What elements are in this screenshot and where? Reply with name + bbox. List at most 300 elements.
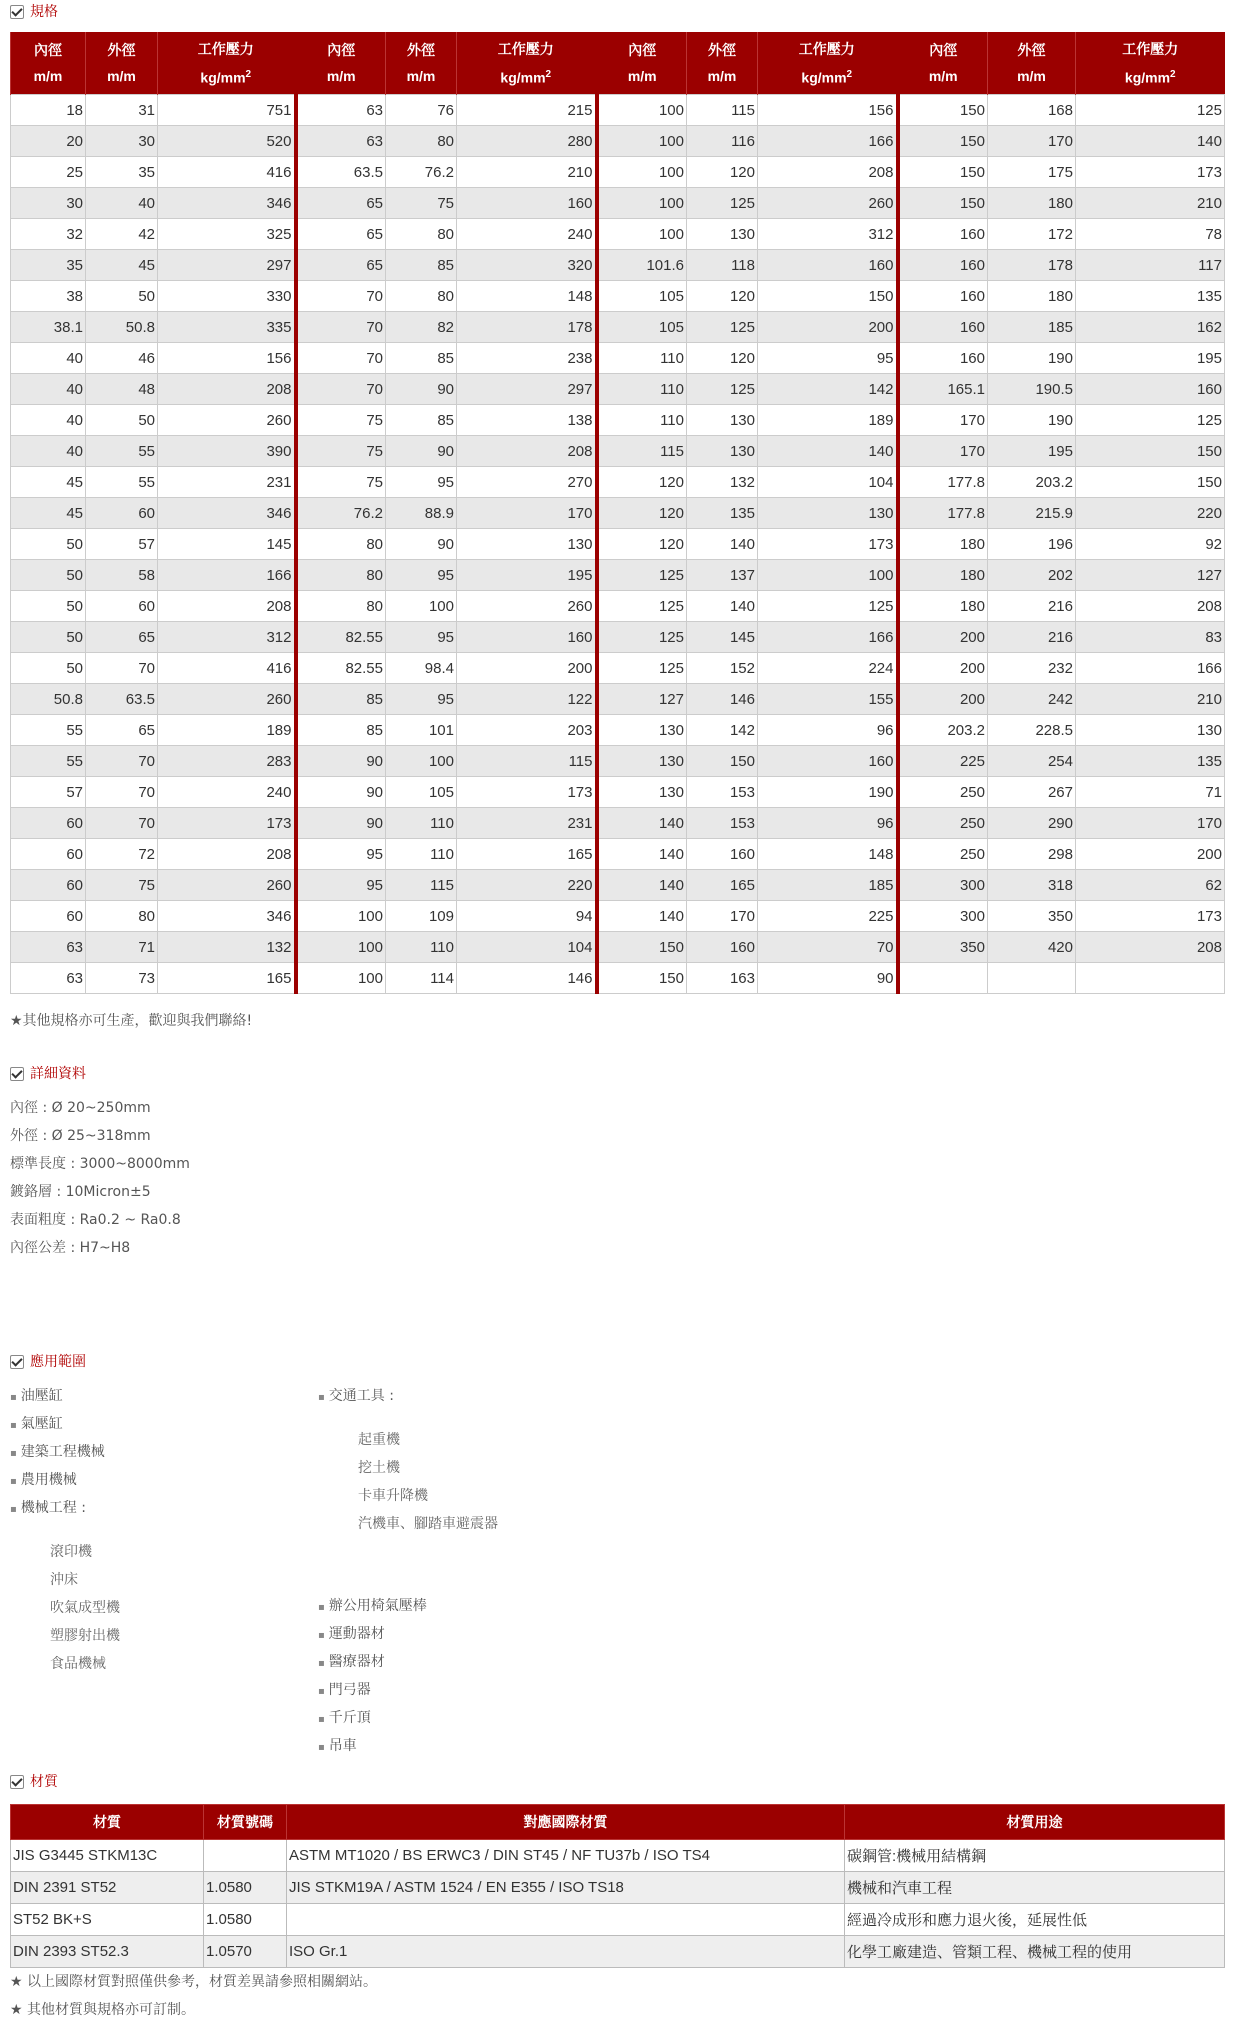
table-cell: 203.2 — [898, 715, 988, 746]
table-cell: 228.5 — [988, 715, 1076, 746]
table-cell: 63.5 — [86, 684, 158, 715]
table-cell: 120 — [687, 157, 758, 188]
table-cell: 135 — [1076, 281, 1225, 312]
table-cell: ASTM MT1020 / BS ERWC3 / DIN ST45 / NF TU37b / ISO TS4 — [287, 1840, 845, 1872]
table-cell: 75 — [296, 467, 386, 498]
table-cell: 195 — [457, 560, 597, 591]
table-cell: 85 — [386, 250, 457, 281]
table-cell: 30 — [11, 188, 86, 219]
table-cell: 55 — [86, 436, 158, 467]
table-cell: 166 — [1076, 653, 1225, 684]
table-cell: 155 — [758, 684, 898, 715]
table-row — [11, 715, 1225, 746]
table-cell: 100 — [296, 901, 386, 932]
table-cell: 224 — [758, 653, 898, 684]
table-cell: 46 — [86, 343, 158, 374]
table-cell: 35 — [86, 157, 158, 188]
table-cell: 90 — [386, 529, 457, 560]
table-cell: 57 — [11, 777, 86, 808]
table-cell: 120 — [597, 498, 687, 529]
table-cell: 150 — [687, 746, 758, 777]
table-cell: 195 — [1076, 343, 1225, 374]
table-cell: 178 — [457, 312, 597, 343]
table-cell: 137 — [687, 560, 758, 591]
table-cell: 45 — [11, 498, 86, 529]
table-cell: 190 — [758, 777, 898, 808]
table-cell: 254 — [988, 746, 1076, 777]
table-cell: 160 — [898, 219, 988, 250]
table-cell: 85 — [296, 715, 386, 746]
table-cell: 200 — [898, 684, 988, 715]
material-table — [10, 1804, 1225, 1968]
table-cell: 148 — [758, 839, 898, 870]
table-cell: 225 — [758, 901, 898, 932]
table-cell: 85 — [386, 405, 457, 436]
table-cell: 210 — [457, 157, 597, 188]
table-cell: 125 — [597, 591, 687, 622]
table-cell: 1.0580 — [204, 1872, 287, 1904]
table-cell: 63.5 — [296, 157, 386, 188]
list-item: ▪ 建築工程機械 — [10, 1438, 120, 1466]
table-cell: 63 — [296, 126, 386, 157]
table-row — [11, 188, 1225, 219]
table-cell: 138 — [457, 405, 597, 436]
table-cell: 140 — [687, 529, 758, 560]
table-cell: 85 — [296, 684, 386, 715]
table-cell: 機械和汽車工程 — [845, 1872, 1225, 1904]
table-row — [11, 591, 1225, 622]
column-header: 內徑 m/m — [597, 32, 687, 95]
checkbox-icon — [10, 5, 24, 19]
table-cell: 130 — [687, 405, 758, 436]
column-header: 對應國際材質 — [287, 1805, 845, 1840]
table-cell: 100 — [597, 95, 687, 126]
column-header: 工作壓力 $kg/mm^2$ — [1076, 32, 1225, 95]
table-cell: 70 — [86, 808, 158, 839]
table-cell: 85 — [386, 343, 457, 374]
list-item: ▪ 千斤頂 — [318, 1704, 498, 1732]
table-cell: 127 — [597, 684, 687, 715]
table-cell: 100 — [296, 963, 386, 994]
table-cell: 90 — [386, 436, 457, 467]
list-item: ▪ 醫療器材 — [318, 1648, 498, 1676]
table-cell: 90 — [296, 777, 386, 808]
table-cell: 125 — [597, 560, 687, 591]
list-item: ▪ 農用機械 — [10, 1466, 120, 1494]
table-cell: 58 — [86, 560, 158, 591]
table-cell: 208 — [158, 591, 296, 622]
table-cell: 160 — [898, 281, 988, 312]
detail-line: 表面粗度 : Ra0.2 ~ Ra0.8 — [10, 1212, 181, 1228]
table-row — [11, 312, 1225, 343]
table-cell: 125 — [1076, 405, 1225, 436]
table-cell: 146 — [457, 963, 597, 994]
table-cell: 1.0570 — [204, 1936, 287, 1968]
table-cell: 160 — [898, 250, 988, 281]
table-cell: 45 — [11, 467, 86, 498]
detail-line: 標準長度 : 3000~8000mm — [10, 1156, 190, 1172]
table-cell: 170 — [457, 498, 597, 529]
applications-left-column — [10, 1382, 120, 1678]
table-cell: 76.2 — [296, 498, 386, 529]
table-cell: 216 — [988, 622, 1076, 653]
table-cell: 202 — [988, 560, 1076, 591]
details-section-title: 詳細資料 — [10, 1062, 1224, 1086]
table-cell: 45 — [86, 250, 158, 281]
detail-line: 外徑 : Ø 25~318mm — [10, 1128, 151, 1144]
table-cell: 130 — [597, 715, 687, 746]
footnote: ★ 以上國際材質對照僅供參考，材質差異請參照相關網站。 — [10, 1974, 377, 1990]
table-row — [11, 963, 1225, 994]
table-cell: 180 — [898, 529, 988, 560]
table-cell: 330 — [158, 281, 296, 312]
table-cell: 63 — [11, 963, 86, 994]
table-cell: 312 — [758, 219, 898, 250]
table-row — [11, 157, 1225, 188]
table-cell: 150 — [758, 281, 898, 312]
table-cell: 190 — [988, 343, 1076, 374]
table-cell: 125 — [597, 622, 687, 653]
table-cell: 80 — [386, 219, 457, 250]
table-cell: 78 — [1076, 219, 1225, 250]
list-item: ▪ 機械工程 : — [10, 1494, 120, 1522]
table-cell: 180 — [988, 188, 1076, 219]
table-cell: 125 — [687, 312, 758, 343]
table-row — [11, 839, 1225, 870]
sub-item: 起重機 — [358, 1432, 400, 1448]
table-cell: 75 — [296, 405, 386, 436]
table-cell: 92 — [1076, 529, 1225, 560]
table-cell: 208 — [457, 436, 597, 467]
table-cell: 170 — [1076, 808, 1225, 839]
table-cell: 75 — [86, 870, 158, 901]
table-cell: 312 — [158, 622, 296, 653]
table-cell: 110 — [386, 808, 457, 839]
table-cell: 346 — [158, 188, 296, 219]
table-cell: 50 — [11, 560, 86, 591]
table-cell: 100 — [597, 188, 687, 219]
table-cell: ISO Gr.1 — [287, 1936, 845, 1968]
table-cell: 156 — [158, 343, 296, 374]
table-cell: 189 — [158, 715, 296, 746]
table-cell: 170 — [687, 901, 758, 932]
table-cell: 160 — [457, 622, 597, 653]
table-cell: 208 — [158, 374, 296, 405]
table-cell: 195 — [988, 436, 1076, 467]
table-cell: 95 — [386, 684, 457, 715]
table-cell: 231 — [457, 808, 597, 839]
sub-item: 食品機械 — [50, 1656, 106, 1672]
table-cell: 238 — [457, 343, 597, 374]
table-cell: 416 — [158, 653, 296, 684]
table-cell: 283 — [158, 746, 296, 777]
table-row — [11, 1840, 1225, 1872]
table-cell: 152 — [687, 653, 758, 684]
table-cell: 210 — [1076, 188, 1225, 219]
table-cell: 120 — [687, 343, 758, 374]
table-cell: 250 — [898, 839, 988, 870]
table-cell: 122 — [457, 684, 597, 715]
table-cell: 148 — [457, 281, 597, 312]
table-cell: 180 — [898, 591, 988, 622]
table-cell: 40 — [11, 374, 86, 405]
table-cell: 90 — [296, 746, 386, 777]
table-cell: 60 — [11, 870, 86, 901]
table-cell: 101 — [386, 715, 457, 746]
table-row — [11, 126, 1225, 157]
table-cell: 130 — [687, 436, 758, 467]
table-cell: 120 — [597, 467, 687, 498]
sub-item: 卡車升降機 — [358, 1488, 428, 1504]
table-cell: 190.5 — [988, 374, 1076, 405]
table-cell: 153 — [687, 777, 758, 808]
table-cell: 189 — [758, 405, 898, 436]
table-cell: 71 — [86, 932, 158, 963]
table-cell: 110 — [386, 932, 457, 963]
table-row — [11, 808, 1225, 839]
table-cell: 94 — [457, 901, 597, 932]
table-cell: 50 — [86, 405, 158, 436]
table-cell: 30 — [86, 126, 158, 157]
table-cell: 168 — [988, 95, 1076, 126]
table-cell: 231 — [158, 467, 296, 498]
table-cell: 70 — [296, 281, 386, 312]
table-cell: 75 — [296, 436, 386, 467]
table-cell: 140 — [758, 436, 898, 467]
footnote: ★ 其他材質與規格亦可訂制。 — [10, 2002, 196, 2018]
table-cell: 150 — [898, 126, 988, 157]
table-cell: 125 — [597, 653, 687, 684]
table-cell: 318 — [988, 870, 1076, 901]
table-row — [11, 684, 1225, 715]
table-cell: 95 — [758, 343, 898, 374]
table-cell: 50.8 — [11, 684, 86, 715]
table-cell: 90 — [296, 808, 386, 839]
table-cell: 120 — [597, 529, 687, 560]
table-cell: 173 — [1076, 157, 1225, 188]
table-cell: 70 — [758, 932, 898, 963]
table-cell: 132 — [687, 467, 758, 498]
table-cell: 104 — [457, 932, 597, 963]
table-cell: 175 — [988, 157, 1076, 188]
column-header: 外徑 m/m — [988, 32, 1076, 95]
table-cell: 70 — [296, 343, 386, 374]
table-cell: 170 — [898, 405, 988, 436]
column-header: 內徑 m/m — [11, 32, 86, 95]
table-cell: 82.55 — [296, 653, 386, 684]
table-cell: 166 — [758, 622, 898, 653]
table-row — [11, 1872, 1225, 1904]
table-cell: 160 — [687, 932, 758, 963]
table-cell: 346 — [158, 498, 296, 529]
table-cell: 130 — [758, 498, 898, 529]
table-row — [11, 1904, 1225, 1936]
table-cell: 140 — [597, 839, 687, 870]
table-cell: 196 — [988, 529, 1076, 560]
table-cell: 135 — [1076, 746, 1225, 777]
list-item: ▪ 辦公用椅氣壓棒 — [318, 1592, 498, 1620]
table-cell: 65 — [296, 219, 386, 250]
table-cell: 110 — [597, 374, 687, 405]
table-cell: 40 — [86, 188, 158, 219]
spec-note: ★其他規格亦可生產，歡迎與我們聯絡! — [10, 1013, 253, 1029]
table-cell: 220 — [1076, 498, 1225, 529]
table-cell: 40 — [11, 405, 86, 436]
list-item: ▪ 吊車 — [318, 1732, 498, 1760]
table-cell: 177.8 — [898, 498, 988, 529]
table-row — [11, 1936, 1225, 1968]
table-row — [11, 622, 1225, 653]
detail-line: 內徑 : Ø 20~250mm — [10, 1100, 151, 1116]
table-cell: 72 — [86, 839, 158, 870]
table-cell: 80 — [386, 126, 457, 157]
table-cell: 242 — [988, 684, 1076, 715]
table-cell: 185 — [988, 312, 1076, 343]
table-cell: 166 — [158, 560, 296, 591]
table-cell: 96 — [758, 715, 898, 746]
table-cell: 125 — [687, 188, 758, 219]
table-cell: 240 — [457, 219, 597, 250]
table-cell: 95 — [296, 839, 386, 870]
table-cell: 390 — [158, 436, 296, 467]
table-cell: 150 — [1076, 467, 1225, 498]
table-cell: 132 — [158, 932, 296, 963]
table-cell: 240 — [158, 777, 296, 808]
table-cell: 55 — [86, 467, 158, 498]
table-cell: 751 — [158, 95, 296, 126]
table-cell: 碳鋼管:機械用結構鋼 — [845, 1840, 1225, 1872]
table-cell: 208 — [1076, 932, 1225, 963]
column-header: 外徑 m/m — [687, 32, 758, 95]
table-cell: 165.1 — [898, 374, 988, 405]
table-cell: 1.0580 — [204, 1904, 287, 1936]
table-cell: 100 — [386, 591, 457, 622]
table-cell: 145 — [687, 622, 758, 653]
table-cell: 215 — [457, 95, 597, 126]
table-cell: JIS G3445 STKM13C — [11, 1840, 204, 1872]
table-cell: 71 — [1076, 777, 1225, 808]
table-cell: 82.55 — [296, 622, 386, 653]
table-cell: 95 — [386, 560, 457, 591]
table-cell: 135 — [687, 498, 758, 529]
table-cell: 55 — [11, 715, 86, 746]
table-cell: 88.9 — [386, 498, 457, 529]
table-cell: 62 — [1076, 870, 1225, 901]
table-cell: 142 — [758, 374, 898, 405]
table-cell: 70 — [86, 777, 158, 808]
table-cell: 520 — [158, 126, 296, 157]
table-cell: 146 — [687, 684, 758, 715]
table-cell: 160 — [758, 746, 898, 777]
table-cell: 140 — [597, 870, 687, 901]
table-cell: 420 — [988, 932, 1076, 963]
table-cell: 40 — [11, 436, 86, 467]
table-cell: 95 — [386, 467, 457, 498]
table-cell: 180 — [898, 560, 988, 591]
table-cell: 125 — [758, 591, 898, 622]
table-cell: 100 — [758, 560, 898, 591]
table-cell: 100 — [296, 932, 386, 963]
table-cell: 65 — [86, 622, 158, 653]
applications-section — [10, 1350, 1224, 1770]
table-cell: 160 — [898, 343, 988, 374]
table-cell: 165 — [158, 963, 296, 994]
table-cell — [898, 963, 988, 994]
list-item: ▪ 油壓缸 — [10, 1382, 120, 1410]
table-cell: 190 — [988, 405, 1076, 436]
table-cell: 25 — [11, 157, 86, 188]
table-cell: 150 — [898, 157, 988, 188]
table-cell: 35 — [11, 250, 86, 281]
table-row — [11, 281, 1225, 312]
table-cell: 60 — [86, 498, 158, 529]
table-cell: 70 — [296, 312, 386, 343]
column-header: 工作壓力 $kg/mm^2$ — [758, 32, 898, 95]
table-cell — [204, 1840, 287, 1872]
table-row — [11, 777, 1225, 808]
table-cell: 200 — [758, 312, 898, 343]
table-cell: 18 — [11, 95, 86, 126]
table-cell: 173 — [758, 529, 898, 560]
table-cell: 50.8 — [86, 312, 158, 343]
table-cell: 經過冷成形和應力退火後，延展性低 — [845, 1904, 1225, 1936]
table-cell: 117 — [1076, 250, 1225, 281]
details-section — [10, 1062, 1224, 1262]
table-cell: 125 — [687, 374, 758, 405]
sub-item: 汽機車、腳踏車避震器 — [358, 1516, 498, 1532]
table-cell — [287, 1904, 845, 1936]
spec-section-title: 規格 — [10, 0, 1224, 24]
column-header: 材質號碼 — [204, 1805, 287, 1840]
table-cell: 163 — [687, 963, 758, 994]
table-cell: 118 — [687, 250, 758, 281]
table-cell: 63 — [296, 95, 386, 126]
list-item: ▪ 門弓器 — [318, 1676, 498, 1704]
table-row — [11, 932, 1225, 963]
table-cell: 260 — [158, 405, 296, 436]
table-cell: 130 — [597, 777, 687, 808]
applications-right-column — [318, 1382, 498, 1760]
table-cell: 203.2 — [988, 467, 1076, 498]
table-cell: 280 — [457, 126, 597, 157]
table-cell: 130 — [597, 746, 687, 777]
column-header: 工作壓力 $kg/mm^2$ — [457, 32, 597, 95]
table-cell: 267 — [988, 777, 1076, 808]
table-cell: 76.2 — [386, 157, 457, 188]
table-cell: 140 — [1076, 126, 1225, 157]
table-cell: 40 — [11, 343, 86, 374]
table-cell: 50 — [11, 653, 86, 684]
table-cell: 200 — [898, 653, 988, 684]
material-section-title: 材質 — [10, 1770, 1224, 1794]
sub-item: 沖床 — [50, 1572, 78, 1588]
table-cell: 208 — [1076, 591, 1225, 622]
table-cell: 130 — [1076, 715, 1225, 746]
table-cell: 145 — [158, 529, 296, 560]
table-row — [11, 529, 1225, 560]
table-cell: 80 — [296, 529, 386, 560]
column-header: 內徑 m/m — [898, 32, 988, 95]
table-cell — [1076, 963, 1225, 994]
table-row — [11, 653, 1225, 684]
table-cell: DIN 2393 ST52.3 — [11, 1936, 204, 1968]
table-cell: 140 — [687, 591, 758, 622]
table-cell: 150 — [597, 932, 687, 963]
table-cell: 65 — [86, 715, 158, 746]
table-cell: 300 — [898, 870, 988, 901]
table-cell: 125 — [1076, 95, 1225, 126]
table-cell: 130 — [687, 219, 758, 250]
